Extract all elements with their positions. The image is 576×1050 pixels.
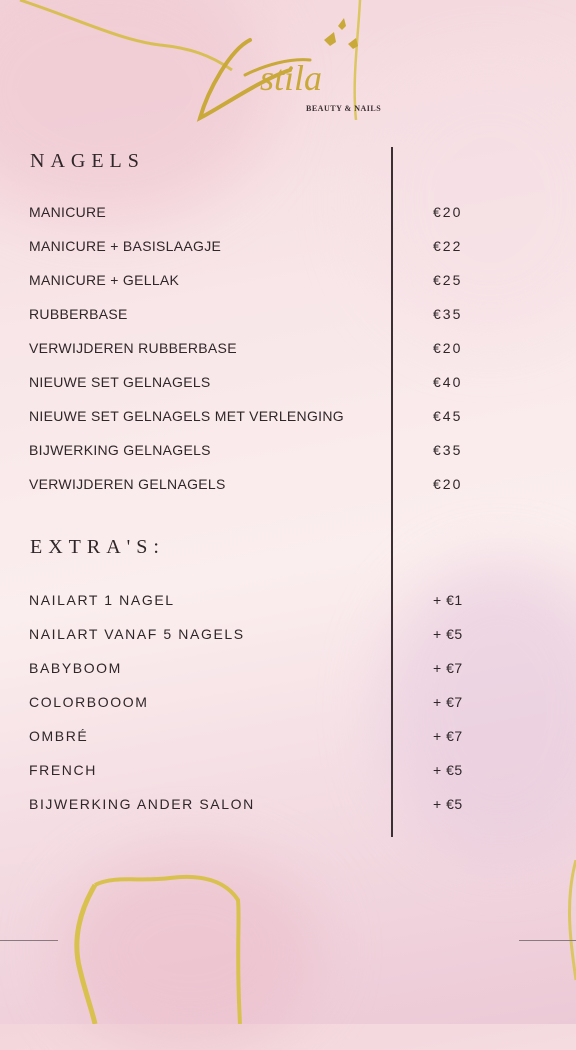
menu-row <box>29 794 479 814</box>
bottom-divider-right <box>519 940 576 941</box>
service-price: €45 <box>433 408 463 424</box>
extra-name: FRENCH <box>29 762 97 778</box>
service-price: €20 <box>433 476 463 492</box>
service-price: €22 <box>433 238 463 254</box>
extra-price: + €1 <box>433 592 463 608</box>
service-price: €35 <box>433 442 463 458</box>
extra-price: + €5 <box>433 626 463 642</box>
service-name: NIEUWE SET GELNAGELS MET VERLENGING <box>29 408 344 424</box>
extra-price: + €7 <box>433 694 463 710</box>
gold-decoration-bottom <box>0 860 576 1024</box>
menu-row <box>29 440 479 460</box>
menu-row <box>29 338 479 358</box>
extra-name: OMBRÉ <box>29 728 89 744</box>
menu-row <box>29 236 479 256</box>
extra-price: + €7 <box>433 660 463 676</box>
extra-price: + €5 <box>433 762 463 778</box>
service-price: €40 <box>433 374 463 390</box>
svg-text:stila: stila <box>260 58 323 98</box>
service-name: RUBBERBASE <box>29 306 128 322</box>
service-price: €35 <box>433 306 463 322</box>
extra-name: BABYBOOM <box>29 660 122 676</box>
menu-row <box>29 406 479 426</box>
brand-tagline: BEAUTY & NAILS <box>306 104 382 113</box>
menu-row <box>29 202 479 222</box>
extra-price: + €7 <box>433 728 463 744</box>
extra-name: BIJWERKING ANDER SALON <box>29 796 255 812</box>
service-price: €25 <box>433 272 463 288</box>
service-name: VERWIJDEREN RUBBERBASE <box>29 340 237 356</box>
service-name: BIJWERKING GELNAGELS <box>29 442 211 458</box>
menu-row <box>29 760 479 780</box>
section-title-nagels: NAGELS <box>30 150 145 172</box>
extra-price: + €5 <box>433 796 463 812</box>
extra-name: NAILART VANAF 5 NAGELS <box>29 626 245 642</box>
menu-row <box>29 474 479 494</box>
menu-row <box>29 658 479 678</box>
menu-row <box>29 726 479 746</box>
bottom-divider-left <box>0 940 58 941</box>
section-title-extras: EXTRA'S: <box>30 536 165 558</box>
menu-row <box>29 270 479 290</box>
menu-row <box>29 624 479 644</box>
menu-row <box>29 304 479 324</box>
butterfly-icon <box>324 18 358 49</box>
service-price: €20 <box>433 340 463 356</box>
service-name: MANICURE + BASISLAAGJE <box>29 238 222 254</box>
service-name: MANICURE + GELLAK <box>29 272 180 288</box>
service-price: €20 <box>433 204 463 220</box>
service-name: MANICURE <box>29 204 107 220</box>
extra-name: COLORBOOOM <box>29 694 149 710</box>
extra-name: NAILART 1 NAGEL <box>29 592 175 608</box>
service-name: NIEUWE SET GELNAGELS <box>29 374 211 390</box>
menu-row <box>29 372 479 392</box>
service-name: VERWIJDEREN GELNAGELS <box>29 476 226 492</box>
menu-row <box>29 590 479 610</box>
menu-row <box>29 692 479 712</box>
